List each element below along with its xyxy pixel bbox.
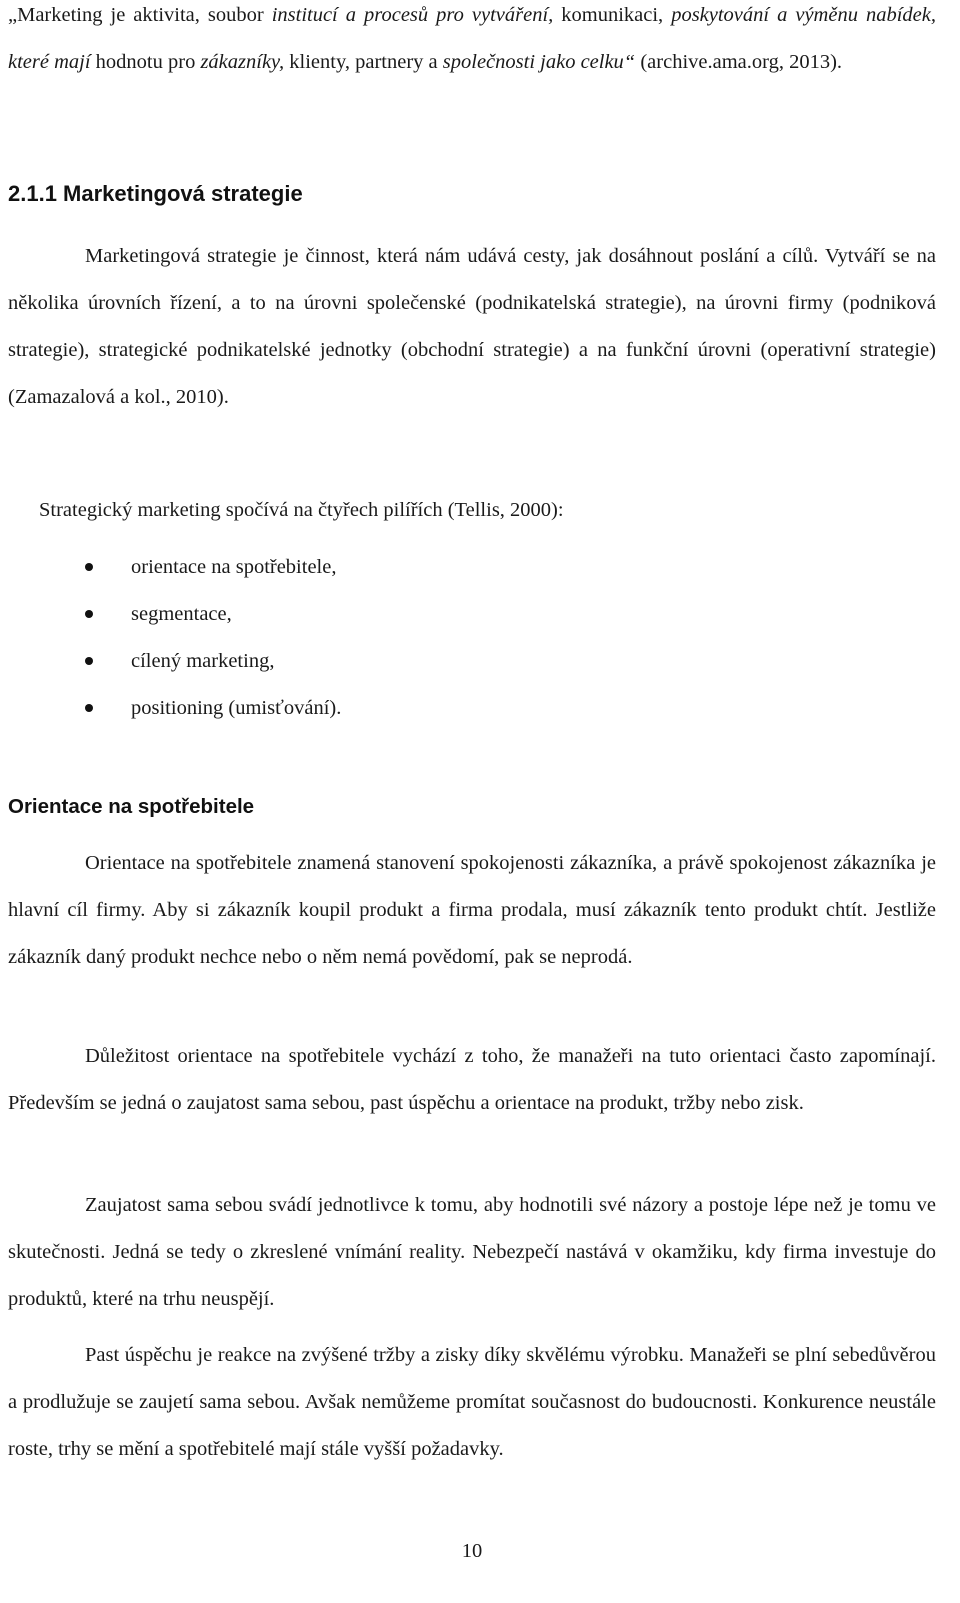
bullet-icon: [85, 657, 93, 665]
intro-text: hodnotu pro: [90, 51, 201, 73]
list-item-text: orientace na spotřebitele,: [131, 556, 337, 578]
intro-text-italic: poskytování a výměnu nabídek, které mají: [8, 4, 936, 73]
section-heading: Orientace na spotřebitele: [8, 795, 255, 818]
list-item-text: positioning (umisťování).: [131, 697, 342, 719]
orientation-paragraph-4: Past úspěchu je reakce na zvýšené tržby a zisky díky skvělému výrobku. Manažeři se plní sebedůvěrou a prodlužuje se zaujetí sama sebou. Avšak nemůžeme promítat současnost do budoucnosti. Konkurence neustále roste, trhy se mění a spotřebitelé mají stále vyšší požadavky.: [8, 1344, 936, 1460]
intro-citation: (archive.ama.org, 2013).: [635, 51, 843, 73]
bullet-icon: [85, 704, 93, 712]
page-number: 10: [461, 1540, 483, 1562]
intro-text: „Marketing je aktivita, soubor: [8, 4, 272, 26]
orientation-paragraph-2: Důležitost orientace na spotřebitele vychází z toho, že manažeři na tuto orientaci často zapomínají. Především se jedná o zaujatost sama sebou, past úspěchu a orientace na produkt, tržby nebo zisk.: [8, 1045, 936, 1114]
list-item-text: segmentace,: [131, 603, 232, 625]
bullet-icon: [85, 563, 93, 571]
list-item-text: cílený marketing,: [131, 650, 275, 672]
subsection-heading: 2.1.1 Marketingová strategie: [8, 181, 303, 206]
intro-text-italic: institucí a procesů pro vytváření,: [271, 4, 554, 26]
intro-text: komunikaci,: [553, 4, 672, 26]
intro-text-italic: společnosti jako celku“: [442, 51, 636, 73]
orientation-paragraph-1: Orientace na spotřebitele znamená stanovení spokojenosti zákazníka, a právě spokojenost zákazníka je hlavní cíl firmy. Aby si zákazník koupil produkt a firma prodala, musí zákazník tento produkt chtít. Jestliže zákazník daný produkt nechce nebo o něm nemá povědomí, pak se neprodá.: [8, 852, 936, 968]
pillars-intro: Strategický marketing spočívá na čtyřech pilířích (Tellis, 2000):: [39, 499, 564, 521]
orientation-paragraph-3: Zaujatost sama sebou svádí jednotlivce k tomu, aby hodnotili své názory a postoje lépe než je tomu ve skutečnosti. Jedná se tedy o zkreslené vnímání reality. Nebezpečí nastává v okamžiku, kdy firma investuje do produktů, které na trhu neuspějí.: [8, 1194, 936, 1310]
intro-text-italic: zákazníky,: [200, 51, 285, 73]
strategy-paragraph: Marketingová strategie je činnost, která nám udává cesty, jak dosáhnout poslání a cílů. Vytváří se na několika úrovních řízení, a to na úrovni společenské (podnikatelská strategie), na úrovni firmy (podniková strategie), strategické podnikatelské jednotky (obchodní strategie) a na funkční úrovni (operativní strategie) (Zamazalová a kol., 2010).: [8, 245, 936, 408]
intro-text: klienty, partnery a: [284, 51, 443, 73]
bullet-icon: [85, 610, 93, 618]
intro-paragraph: [8, 0, 936, 86]
